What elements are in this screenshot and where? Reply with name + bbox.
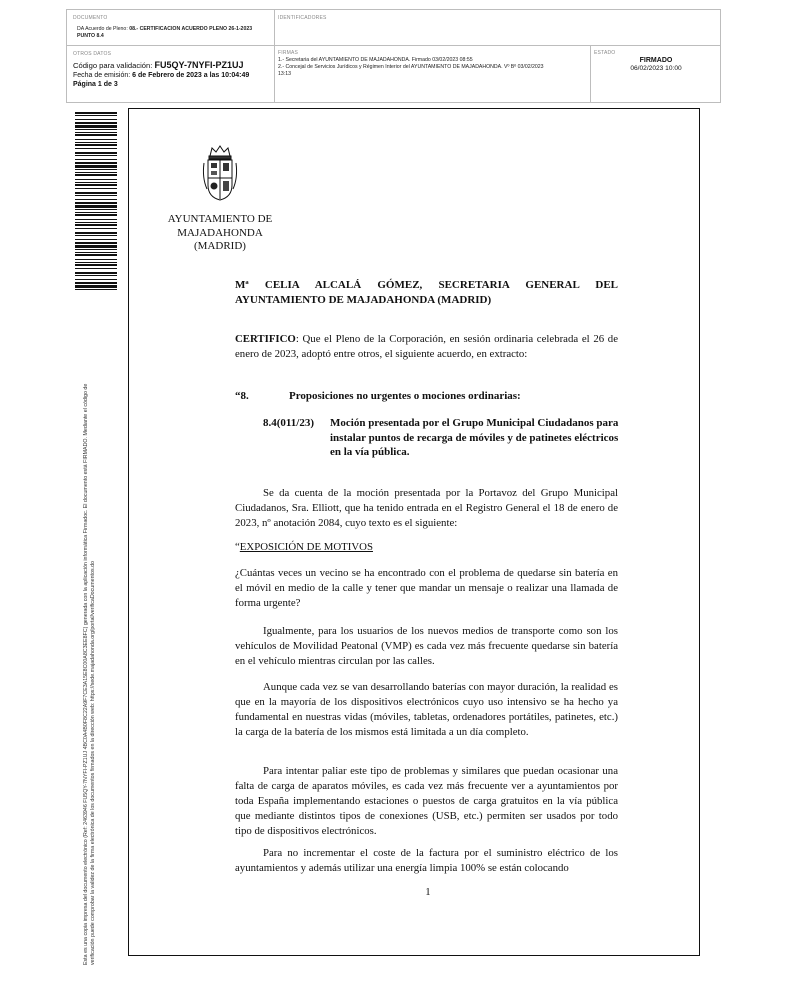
paragraph-3: Igualmente, para los usuarios de los nuevos medios de transporte como son los vehículos de Movilidad Peatonal (VMP) es cada vez más frecuente quedarse sin batería en el vehículo mientras circulan por las calles. bbox=[235, 625, 618, 667]
document-title bbox=[235, 278, 618, 307]
fecha-value: 6 de Febrero de 2023 a las 10:04:49 bbox=[132, 72, 250, 79]
verification-side-text bbox=[83, 384, 97, 965]
paragraph-5: Para intentar paliar este tipo de problemas y similares que puedan ocasionar una falta de carga de aparatos móviles, es cada vez más frecuente ver a ayuntamientos por toda España implementando estaciones o puestos de carga gratuitos en la vía pública que mediante distintos tipos de conexiones (USB, etc.) permiten ser usados por todo tipo de dispositivos electrónicos. bbox=[235, 765, 618, 837]
documento-section bbox=[73, 15, 252, 40]
documento-caption: DOCUMENTO bbox=[73, 15, 108, 21]
item-title: Moción presentada por el Grupo Municipal Ciudadanos para instalar puntos de recarga de móviles y de patinetes eléctricos en la vía pública. bbox=[330, 417, 619, 458]
firma-2: 2.- Concejal de Servicios Jurídicos y Régimen Interior del AYUNTAMIENTO DE MAJADAHONDA. Vº Bº 03/02/2023 bbox=[278, 64, 544, 70]
heading-quote: “ bbox=[235, 541, 240, 553]
title-line2: AYUNTAMIENTO DE MAJADAHONDA (MADRID) bbox=[235, 293, 492, 306]
side-text-line1: Esta es una copia impresa del documento electrónico (Ref: 2463946 FU5QY-7NYFI-PZ1UJ 4BC0A4B0F8C22A9F7CE3A15E8C00A8C3EE8FC) generada con la aplicación informática Firmadoc. El documento está FIRMADO. Mediante el código de bbox=[83, 383, 89, 965]
letterhead-line3: (MADRID) bbox=[194, 240, 246, 252]
firma-1: 1.- Secretaria del AYUNTAMIENTO DE MAJADAHONDA. Firmado 03/02/2023 08:55 bbox=[278, 57, 473, 63]
certifico-paragraph bbox=[235, 332, 618, 362]
documento-line2: PUNTO 8.4 bbox=[77, 33, 104, 39]
section-number: “8. bbox=[235, 390, 249, 402]
fecha-emision bbox=[73, 71, 269, 80]
firmas-caption: FIRMAS bbox=[278, 50, 299, 56]
side-text-line2: verificación puede comprobar la validez de la firma electrónica de los documentos firmados en la dirección web: https://sede.majadahonda.org/portal/verificaDocumentos.do bbox=[90, 561, 96, 965]
paragraph-2: ¿Cuántas veces un vecino se ha encontrado con el problema de quedarse sin batería en el móvil en medio de la calle y tener que mandar un mensaje o realizar una llamada de forma urgente? bbox=[235, 567, 618, 609]
intro-paragraph: Se da cuenta de la moción presentada por la Portavoz del Grupo Municipal Ciudadanos, Sra. Elliott, que ha tenido entrada en el Registro General el 18 de enero de 2023, nº anotación 2084, cuyo texto es el siguiente: bbox=[235, 487, 618, 529]
header-divider-v1 bbox=[274, 10, 275, 102]
identificadores-section bbox=[278, 15, 327, 21]
coat-of-arms-logo bbox=[201, 143, 239, 203]
paragraph-4: Aunque cada vez se van desarrollando baterías con mayor duración, la realidad es que en la mayoría de los dispositivos electrónicos cuyo uso intensivo se ha hecho ya fundamental en nuestras vidas (móviles, tabletas, ordenadores portátiles, patinetes, etc.) la carga de la batería de los mismos está limitada a un día completo. bbox=[235, 681, 618, 738]
barcode-image bbox=[75, 112, 117, 292]
header-divider-h bbox=[67, 45, 720, 46]
section-heading bbox=[235, 389, 521, 403]
letterhead-line2: MAJADAHONDA bbox=[177, 226, 263, 239]
estado-date: 06/02/2023 10:00 bbox=[630, 65, 682, 72]
fecha-label: Fecha de emisión: bbox=[73, 72, 133, 79]
page-number: 1 bbox=[425, 886, 431, 898]
heading-text: EXPOSICIÓN DE MOTIVOS bbox=[239, 541, 373, 553]
letterhead-line1: AYUNTAMIENTO DE bbox=[167, 213, 273, 225]
firma-3: 13:13 bbox=[278, 71, 291, 77]
document-header bbox=[66, 9, 721, 103]
estado-section bbox=[594, 50, 718, 73]
paragraph-6: Para no incrementar el coste de la factura por el suministro eléctrico de los ayuntamientos y además utilizar una energía limpia 100% se están colocando bbox=[235, 847, 618, 874]
item-number: 8.4(011/23) bbox=[263, 417, 315, 429]
title-line1: Mª CELIA ALCALÁ GÓMEZ, SECRETARIA GENERAL DEL bbox=[235, 279, 618, 291]
otros-datos-caption: OTROS DATOS bbox=[73, 51, 112, 57]
codigo-value: FU5QY-7NYFI-PZ1UJ bbox=[154, 60, 244, 70]
otros-datos-section bbox=[73, 51, 269, 89]
estado-value: FIRMADO bbox=[639, 57, 673, 64]
firmas-section bbox=[278, 50, 586, 78]
exposicion-heading bbox=[235, 540, 373, 555]
header-divider-v2 bbox=[590, 45, 591, 102]
section-title: Proposiciones no urgentes o mociones ordinarias: bbox=[289, 390, 521, 402]
documento-line1-pre: DA Acuerdo de Pleno: bbox=[77, 26, 130, 32]
codigo-validacion bbox=[73, 60, 269, 71]
pagina-info: Página 1 de 3 bbox=[73, 81, 118, 88]
letterhead bbox=[150, 213, 290, 254]
estado-caption: ESTADO bbox=[594, 50, 616, 56]
identificadores-caption: IDENTIFICADORES bbox=[278, 15, 327, 21]
documento-line1-bold: 08.- CERTIFICACION ACUERDO PLENO 26-1-2023 bbox=[129, 26, 253, 32]
codigo-label: Código para validación: bbox=[73, 61, 155, 70]
certifico-label: CERTIFICO bbox=[235, 333, 296, 345]
certifico-text: : Que el Pleno de la Corporación, en sesión ordinaria celebrada el 26 de enero de 2023, adoptó entre otros, el siguiente acuerdo, en extracto: bbox=[235, 333, 618, 360]
